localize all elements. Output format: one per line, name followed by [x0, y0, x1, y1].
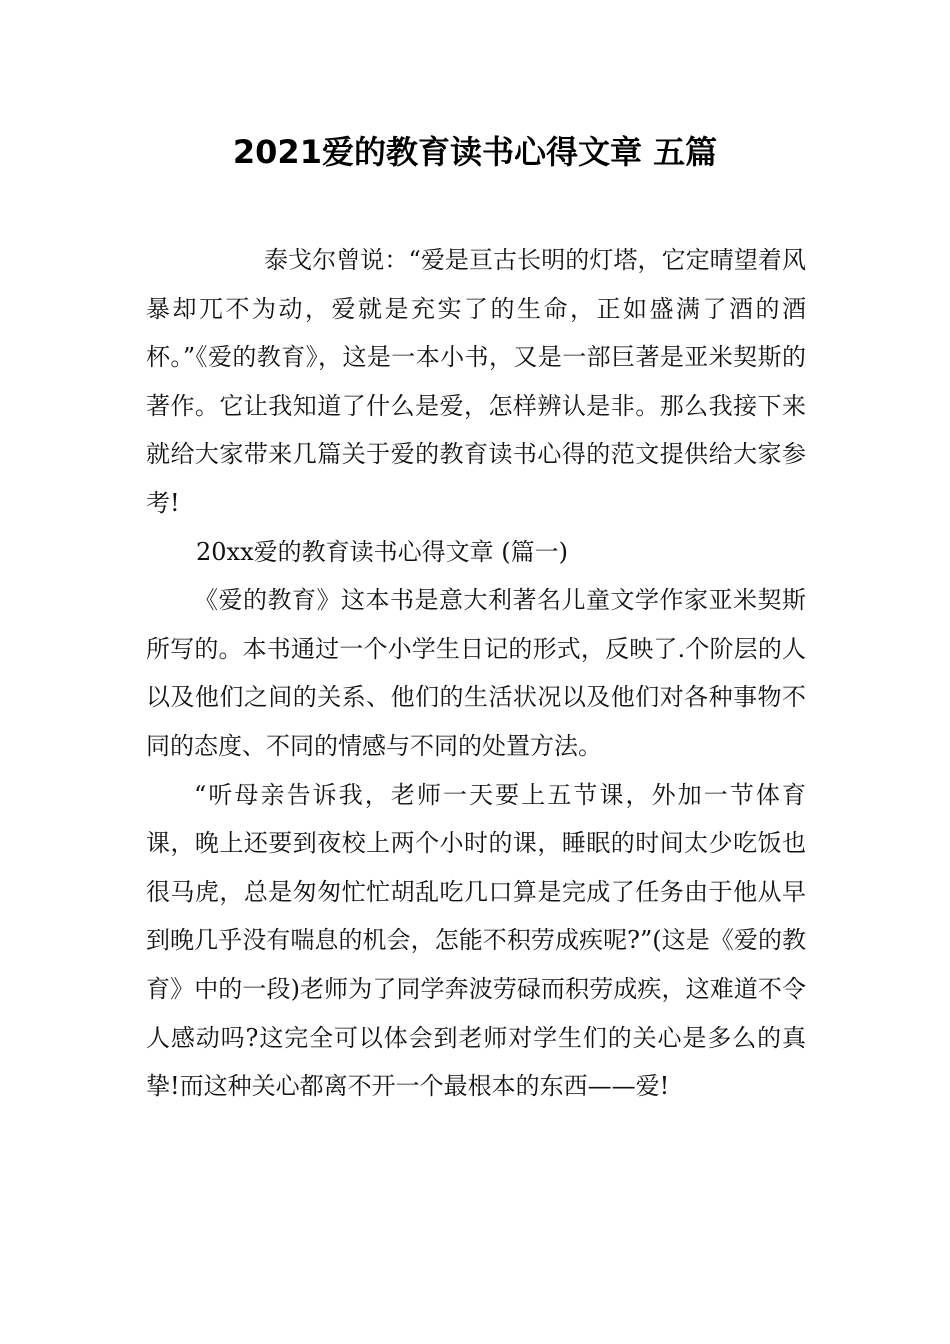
intro-paragraph: 泰戈尔曾说：“爱是亘古长明的灯塔，它定晴望着风暴却兀不为动，爱就是充实了的生命，正如盛满了酒的酒杯。”《爱的教育》，这是一本小书，又是一部巨著是亚米契斯的著作。它让我知道了什么是爱，怎样辨认是非。那么我接下来就给大家带来几篇关于爱的教育读书心得的范文提供给大家参考!: [146, 246, 806, 517]
body-paragraph-1: 《爱的教育》这本书是意大利著名儿童文学作家亚米契斯所写的。本书通过一个小学生日记的形式，反映了.个阶层的人以及他们之间的关系、他们的生活状况以及他们对各种事物不同的态度、不同的情感与不同的处置方法。: [146, 586, 806, 760]
body-paragraph-2: “听母亲告诉我，老师一天要上五节课，外加一节体育课，晚上还要到夜校上两个小时的课，睡眠的时间太少吃饭也很马虎，总是匆匆忙忙胡乱吃几口算是完成了任务由于他从早到晚几乎没有喘息的机会，怎能不积劳成疾呢?”(这是《爱的教育》中的一段)老师为了同学奔波劳碌而积劳成疾，这难道不令人感动吗?这完全可以体会到老师对学生们的关心是多么的真挚!而这种关心都离不开一个最根本的东西——爱!: [146, 780, 806, 1101]
section-heading: 20xx爱的教育读书心得文章 (篇一): [196, 537, 568, 566]
document-body: [146, 236, 806, 1111]
document-title: 2021爱的教育读书心得文章 五篇: [232, 133, 718, 171]
